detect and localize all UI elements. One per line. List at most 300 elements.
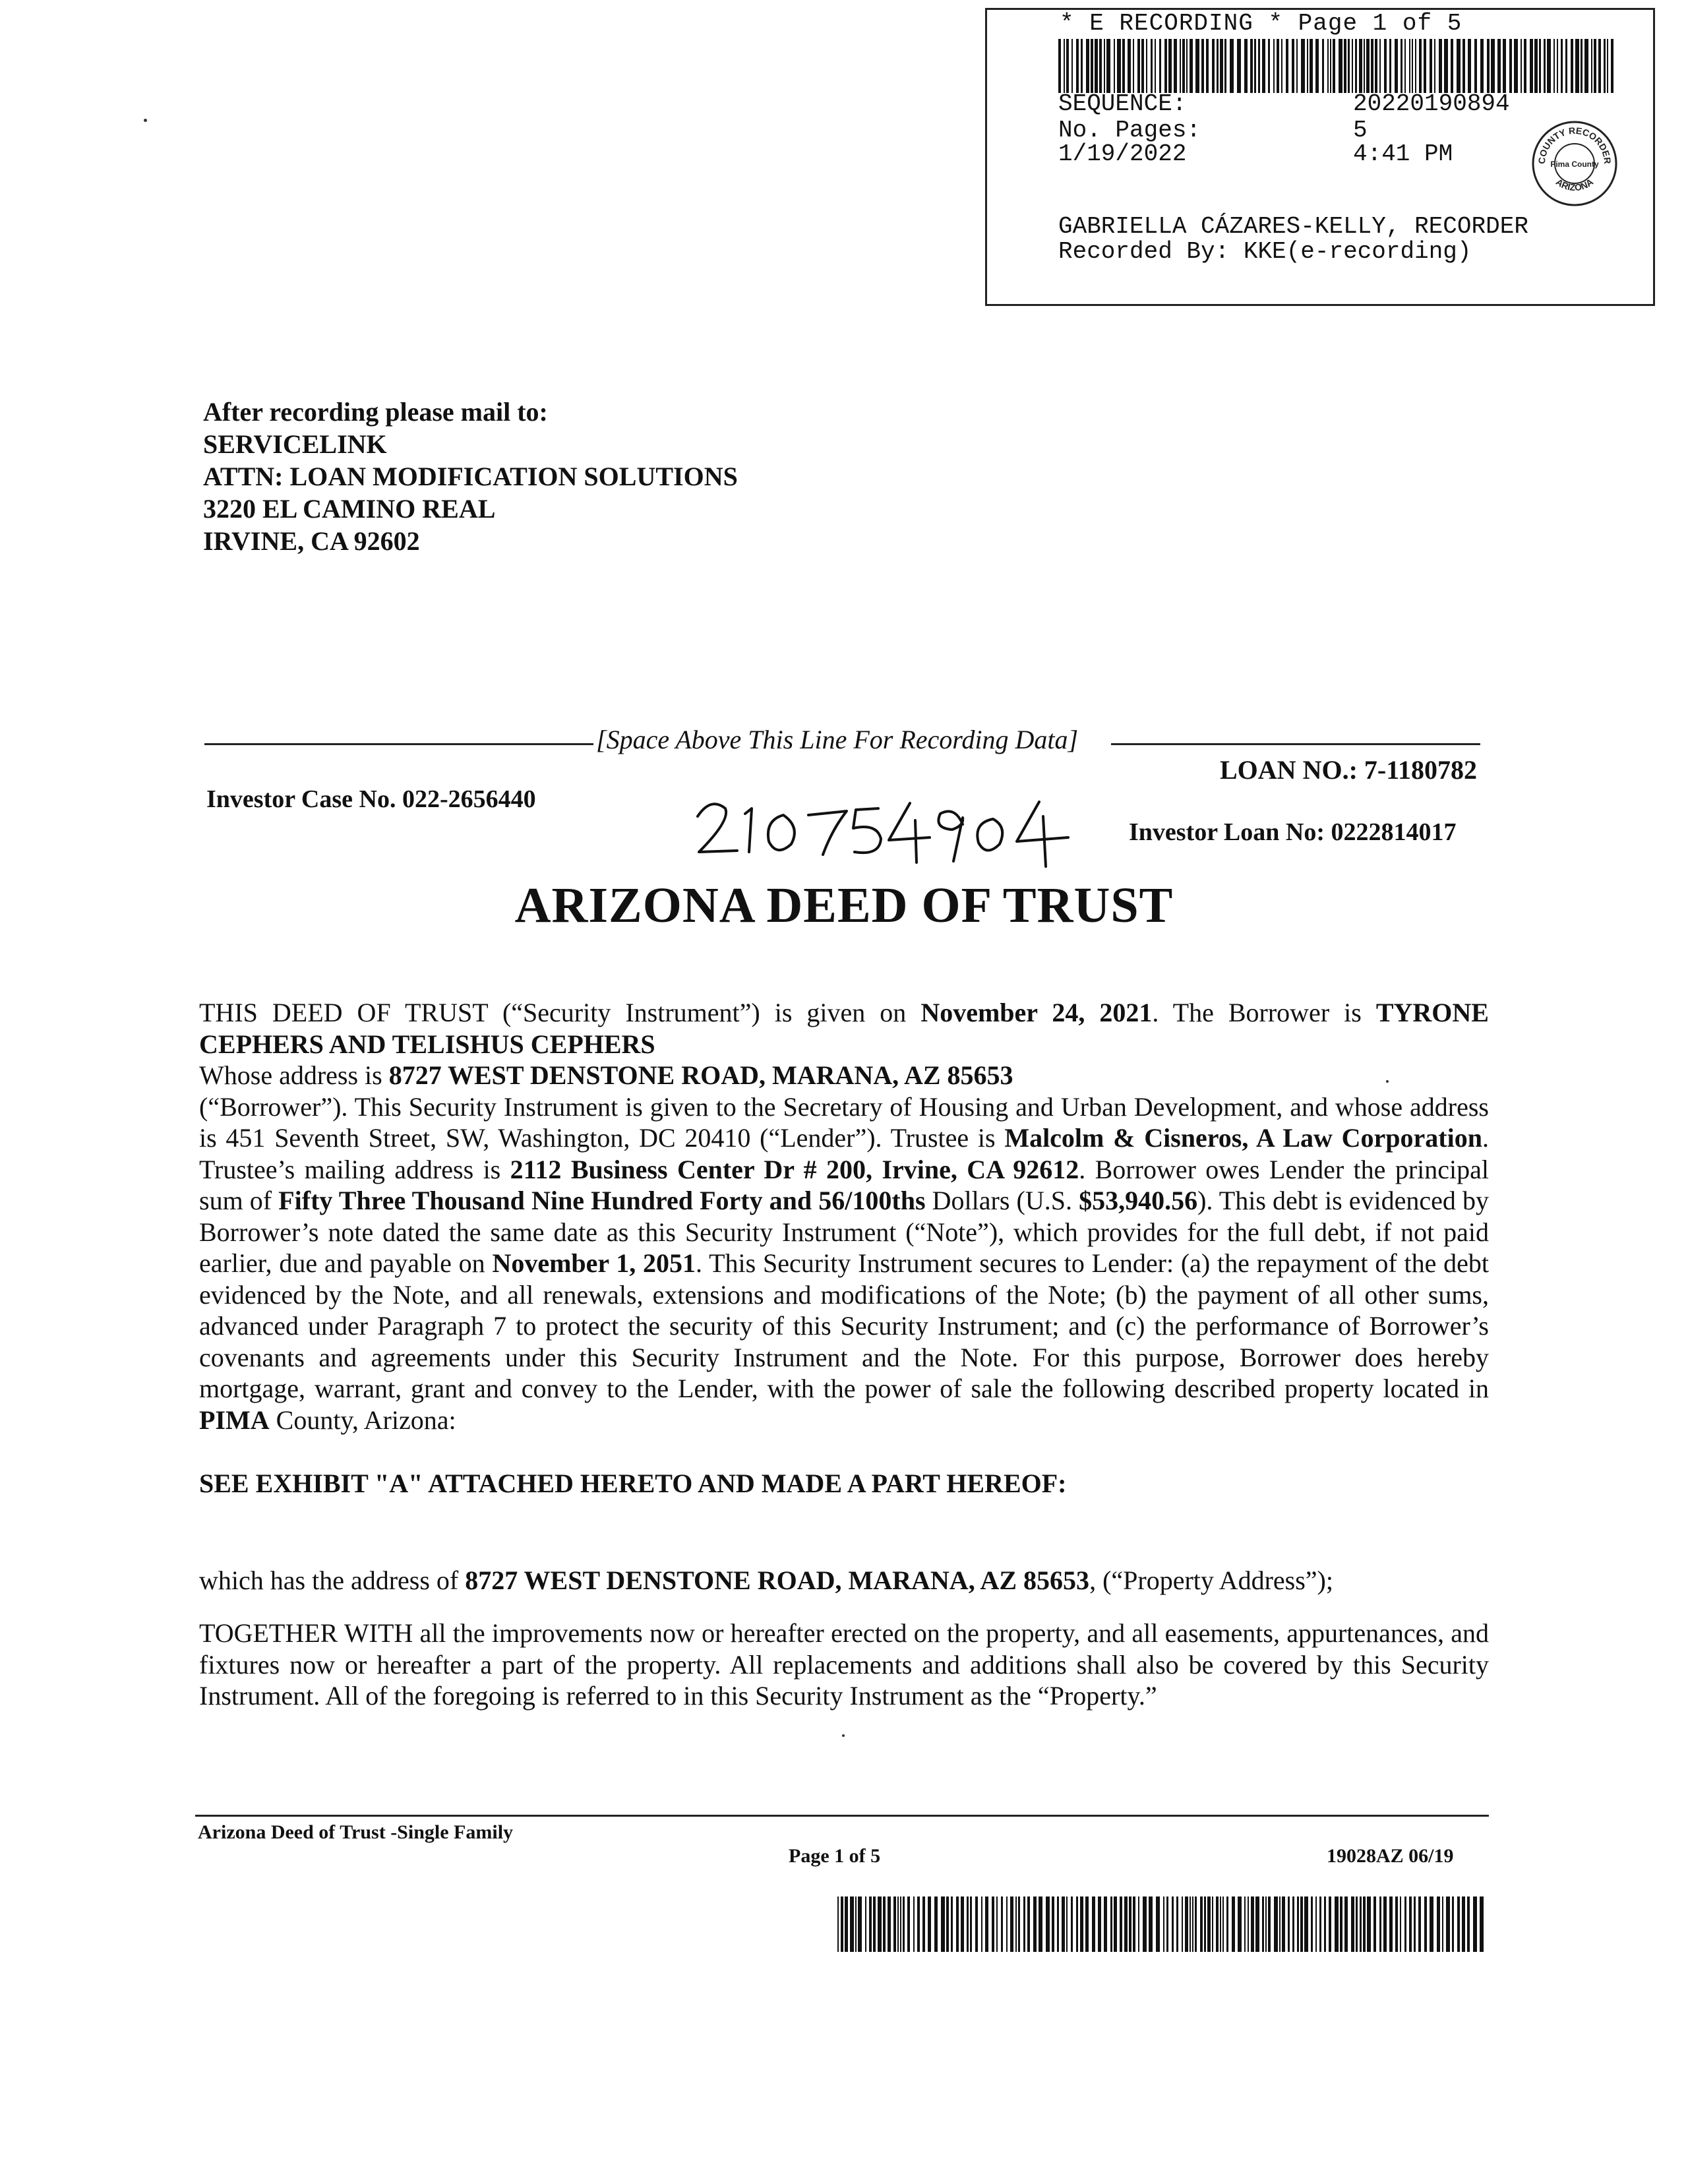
barcode-bar bbox=[1226, 1896, 1228, 1952]
barcode-bar bbox=[1273, 39, 1275, 93]
barcode-bar bbox=[1262, 1896, 1264, 1952]
barcode-bar bbox=[1212, 39, 1215, 93]
barcode-bar bbox=[1098, 1896, 1101, 1952]
barcode-bar bbox=[1319, 1896, 1321, 1952]
barcode-bar bbox=[1220, 1896, 1221, 1952]
trustee-name: Malcolm & Cisneros, A Law Corporation bbox=[1004, 1123, 1482, 1153]
barcode-bar bbox=[1110, 1896, 1112, 1952]
barcode-bar bbox=[1195, 1896, 1197, 1952]
barcode-bar bbox=[1143, 1896, 1147, 1952]
barcode-bar bbox=[1327, 39, 1329, 93]
barcode-bar bbox=[1424, 39, 1426, 93]
barcode-bar bbox=[1232, 1896, 1235, 1952]
barcode-bar bbox=[1534, 39, 1538, 93]
barcode-bar bbox=[1373, 1896, 1376, 1952]
barcode-bar bbox=[1076, 1896, 1078, 1952]
barcode-bar bbox=[1514, 39, 1518, 93]
barcode-bar bbox=[1359, 39, 1362, 93]
barcode-bar bbox=[1151, 39, 1153, 93]
barcode-bar bbox=[1230, 39, 1234, 93]
p1-text: Whose address is bbox=[199, 1060, 389, 1090]
p1-text: (“Borrower”). This Security Instrument is given to the Secretary of Housing and Urban Development, and whose address is 451 Seventh Street, SW, Washington, DC 20410 (“Lender”). Trustee is bbox=[199, 1091, 1489, 1153]
barcode-bar bbox=[1300, 1896, 1303, 1952]
barcode-bar bbox=[1206, 39, 1209, 93]
mail-line-1: After recording please mail to: bbox=[203, 397, 548, 427]
barcode-bar bbox=[1185, 1896, 1188, 1952]
barcode-bar bbox=[1156, 1896, 1160, 1952]
barcode-bar bbox=[1128, 39, 1131, 93]
scan-speck bbox=[144, 119, 147, 122]
barcode-bar bbox=[1066, 39, 1069, 93]
barcode-bar bbox=[992, 1896, 994, 1952]
pages-label: No. Pages: bbox=[1058, 117, 1201, 144]
barcode-bar bbox=[1330, 39, 1331, 93]
barcode-bar bbox=[1176, 1896, 1178, 1952]
barcode-bar bbox=[1095, 39, 1098, 93]
barcode-bar bbox=[1122, 39, 1125, 93]
barcode-bar bbox=[975, 1896, 978, 1952]
barcode-bar bbox=[1584, 39, 1588, 93]
barcode-bar bbox=[1446, 1896, 1450, 1952]
barcode-bar bbox=[1015, 1896, 1017, 1952]
recording-space-rule-right bbox=[1111, 743, 1480, 745]
barcode-bar bbox=[1201, 39, 1204, 93]
barcode-bar bbox=[1033, 1896, 1037, 1952]
form-code: 19028AZ 06/19 bbox=[1327, 1845, 1454, 1867]
barcode-bar bbox=[1046, 1896, 1050, 1952]
barcode-bar bbox=[1360, 1896, 1362, 1952]
barcode-bar bbox=[970, 1896, 972, 1952]
barcode-bar bbox=[1085, 1896, 1089, 1952]
barcode-bar bbox=[1071, 39, 1073, 93]
mail-line-2: SERVICELINK bbox=[203, 429, 387, 459]
barcode-bar bbox=[1442, 1896, 1443, 1952]
barcode-bar bbox=[1039, 1896, 1042, 1952]
barcode-bar bbox=[1557, 39, 1558, 93]
barcode-bar bbox=[951, 1896, 953, 1952]
barcode-bar bbox=[1575, 39, 1579, 93]
barcode-bar bbox=[1268, 1896, 1271, 1952]
barcode-bar bbox=[1480, 39, 1484, 93]
barcode-bar bbox=[1565, 39, 1567, 93]
pages-value: 5 bbox=[1353, 117, 1368, 144]
footer-barcode bbox=[837, 1896, 1484, 1952]
barcode-bar bbox=[1114, 39, 1115, 93]
barcode-bar bbox=[1091, 39, 1093, 93]
barcode-bar bbox=[1509, 39, 1512, 93]
barcode-bar bbox=[1238, 1896, 1242, 1952]
barcode-bar bbox=[1571, 39, 1573, 93]
barcode-bar bbox=[873, 1896, 876, 1952]
borrower-names: TYRONE CEPHERS AND TELISHUS CEPHERS bbox=[199, 998, 1489, 1059]
barcode-bar bbox=[1521, 39, 1522, 93]
barcode-bar bbox=[1355, 39, 1357, 93]
barcode-bar bbox=[1080, 1896, 1083, 1952]
barcode-bar bbox=[897, 1896, 899, 1952]
barcode-bar bbox=[1553, 39, 1555, 93]
barcode-bar bbox=[1401, 39, 1402, 93]
barcode-bar bbox=[837, 1896, 839, 1952]
barcode-bar bbox=[1274, 1896, 1278, 1952]
barcode-bar bbox=[1598, 39, 1601, 93]
barcode-bar bbox=[1248, 1896, 1249, 1952]
barcode-bar bbox=[1419, 39, 1422, 93]
barcode-bar bbox=[1467, 1896, 1470, 1952]
barcode-bar bbox=[1244, 39, 1248, 93]
barcode-bar bbox=[883, 1896, 886, 1952]
recording-space-label: [Space Above This Line For Recording Data] bbox=[596, 725, 1079, 754]
barcode-bar bbox=[1418, 1896, 1421, 1952]
barcode-bar bbox=[1104, 39, 1105, 93]
barcode-bar bbox=[1282, 1896, 1285, 1952]
barcode-bar bbox=[1086, 39, 1089, 93]
barcode-bar bbox=[1395, 1896, 1398, 1952]
borrower-address: 8727 WEST DENSTONE ROAD, MARANA, AZ 85653 bbox=[388, 1060, 1013, 1090]
barcode-bar bbox=[1539, 39, 1541, 93]
barcode-bar bbox=[1133, 39, 1134, 93]
barcode-bar bbox=[1594, 39, 1596, 93]
barcode-bar bbox=[1375, 39, 1377, 93]
barcode-bar bbox=[981, 1896, 982, 1952]
barcode-bar bbox=[1190, 1896, 1191, 1952]
barcode-bar bbox=[1058, 39, 1061, 93]
barcode-bar bbox=[1434, 39, 1435, 93]
barcode-bar bbox=[1010, 1896, 1013, 1952]
exhibit-reference: SEE EXHIBIT "A" ATTACHED HERETO AND MADE A PART HEREOF: bbox=[199, 1469, 1067, 1498]
barcode-bar bbox=[1315, 1896, 1317, 1952]
barcode-bar bbox=[1099, 39, 1102, 93]
barcode-bar bbox=[1182, 39, 1185, 93]
sequence-label: SEQUENCE: bbox=[1058, 90, 1187, 117]
barcode-bar bbox=[1204, 1896, 1206, 1952]
barcode-bar bbox=[1279, 1896, 1281, 1952]
barcode-bar bbox=[1604, 39, 1606, 93]
barcode-bar bbox=[985, 1896, 988, 1952]
barcode-bar bbox=[1315, 39, 1319, 93]
barcode-bar bbox=[888, 1896, 891, 1952]
barcode-bar bbox=[1133, 1896, 1135, 1952]
barcode-bar bbox=[1222, 1896, 1224, 1952]
barcode-bar bbox=[1258, 39, 1260, 93]
barcode-bar bbox=[1329, 1896, 1331, 1952]
barcode-bar bbox=[1212, 1896, 1213, 1952]
mail-line-4: 3220 EL CAMINO REAL bbox=[203, 494, 496, 524]
barcode-bar bbox=[878, 1896, 882, 1952]
barcode-bar bbox=[1066, 1896, 1068, 1952]
scan-speck bbox=[1386, 1080, 1389, 1083]
barcode-bar bbox=[1018, 1896, 1020, 1952]
barcode-bar bbox=[1591, 39, 1592, 93]
barcode-bar bbox=[1159, 39, 1161, 93]
barcode-bar bbox=[956, 1896, 959, 1952]
barcode-bar bbox=[967, 1896, 969, 1952]
barcode-bar bbox=[1389, 39, 1391, 93]
barcode-bar bbox=[1304, 1896, 1308, 1952]
p1-text: THIS DEED OF TRUST (“Security Instrument”) is given on bbox=[199, 998, 921, 1027]
barcode-bar bbox=[1395, 39, 1398, 93]
sequence-value: 20220190894 bbox=[1353, 90, 1510, 117]
barcode-bar bbox=[1351, 1896, 1354, 1952]
footer-rule bbox=[195, 1815, 1489, 1817]
barcode-bar bbox=[913, 1896, 915, 1952]
barcode-bar bbox=[907, 1896, 910, 1952]
investor-case-number: Investor Case No. 022-2656440 bbox=[206, 785, 536, 813]
barcode-bar bbox=[934, 1896, 938, 1952]
p1-text: . The Borrower is bbox=[1152, 998, 1376, 1027]
barcode-bar bbox=[1310, 39, 1313, 93]
barcode-bar bbox=[1412, 39, 1413, 93]
barcode-bar bbox=[1607, 39, 1608, 93]
seal-top-text: COUNTY RECORDER bbox=[1536, 125, 1613, 165]
handwritten-number bbox=[691, 789, 1087, 868]
barcode-bar bbox=[1462, 39, 1465, 93]
barcode-bar bbox=[1348, 39, 1350, 93]
barcode-bar bbox=[1217, 39, 1219, 93]
barcode-bar bbox=[1006, 1896, 1008, 1952]
barcode-bar bbox=[917, 1896, 920, 1952]
p1-text: . This Security Instrument secures to Lender: (a) the repayment of the debt evidenced by the Note, and all renewals, extensions and modifications of the Note; (b) the payment of all other sums, advanced under Paragraph 7 to protect the security of this Security Instrument; and (c) the performance of Borrower’s covenants and agreements under this Security Instrument and the Note. For this purpose, Borrower does hereby mortgage, warrant, grant and convey to the Lender, with the power of sale the following described property located in bbox=[199, 1248, 1489, 1403]
barcode-bar bbox=[1547, 39, 1551, 93]
barcode-bar bbox=[1265, 1896, 1267, 1952]
barcode-bar bbox=[1064, 39, 1065, 93]
barcode-bar bbox=[1262, 39, 1265, 93]
barcode-bar bbox=[1174, 39, 1177, 93]
p1-text: ). This debt is evidenced by Borrower’s note dated the same date as this Security Instrument (“Note”), which provides for the full debt, if not paid earlier, due and payable on bbox=[199, 1186, 1489, 1278]
barcode-bar bbox=[922, 1896, 925, 1952]
barcode-bar bbox=[1168, 39, 1172, 93]
barcode-bar bbox=[850, 1896, 854, 1952]
barcode-bar bbox=[1207, 1896, 1211, 1952]
mail-line-5: IRVINE, CA 92602 bbox=[203, 526, 420, 556]
barcode-bar bbox=[1106, 39, 1110, 93]
barcode-bar bbox=[1117, 39, 1121, 93]
barcode-bar bbox=[1544, 39, 1546, 93]
investor-loan-number: Investor Loan No: 0222814017 bbox=[1129, 818, 1457, 846]
barcode-bar bbox=[1344, 1896, 1348, 1952]
barcode-bar bbox=[1340, 1896, 1342, 1952]
barcode-bar bbox=[1138, 1896, 1139, 1952]
barcode-bar bbox=[1371, 39, 1373, 93]
barcode-bar bbox=[1366, 39, 1370, 93]
p2-text: , (“Property Address”); bbox=[1089, 1565, 1333, 1595]
barcode-bar bbox=[1186, 39, 1188, 93]
barcode-bar bbox=[1414, 1896, 1416, 1952]
barcode-bar bbox=[1164, 39, 1167, 93]
barcode-bar bbox=[1288, 1896, 1290, 1952]
barcode-bar bbox=[928, 1896, 931, 1952]
principal-sum-words: Fifty Three Thousand Nine Hundred Forty and 56/100ths bbox=[278, 1186, 926, 1215]
barcode-bar bbox=[1452, 1896, 1454, 1952]
barcode-bar bbox=[1497, 39, 1501, 93]
barcode-bar bbox=[1457, 1896, 1460, 1952]
p1-text: County, Arizona: bbox=[269, 1405, 456, 1435]
stamp-header: * E RECORDING * Page 1 of 5 bbox=[1060, 10, 1462, 37]
barcode-bar bbox=[1451, 39, 1453, 93]
property-address: 8727 WEST DENSTONE ROAD, MARANA, AZ 85653 bbox=[465, 1565, 1090, 1595]
barcode-bar bbox=[1379, 1896, 1381, 1952]
barcode-bar bbox=[1430, 39, 1432, 93]
barcode-bar bbox=[1237, 39, 1241, 93]
trustee-address: 2112 Business Center Dr # 200, Irvine, CA 92612 bbox=[510, 1154, 1079, 1184]
barcode-bar bbox=[1277, 39, 1279, 93]
barcode-bar bbox=[1023, 1896, 1025, 1952]
seal-bottom-text: ARIZONA bbox=[1553, 176, 1596, 193]
barcode-bar bbox=[1439, 39, 1442, 93]
barcode-bar bbox=[845, 1896, 848, 1952]
barcode-bar bbox=[1524, 39, 1526, 93]
barcode-bar bbox=[1430, 1896, 1433, 1952]
p1-text: . Trustee’s mailing address is bbox=[199, 1123, 1489, 1184]
loan-number: LOAN NO.: 7-1180782 bbox=[1220, 755, 1477, 785]
barcode-bar bbox=[858, 1896, 862, 1952]
barcode-bar bbox=[1027, 1896, 1030, 1952]
barcode-bar bbox=[1335, 1896, 1339, 1952]
barcode-bar bbox=[1251, 1896, 1254, 1952]
barcode-bar bbox=[1281, 39, 1282, 93]
barcode-bar bbox=[1409, 39, 1410, 93]
barcode-bar bbox=[1473, 1896, 1477, 1952]
barcode-bar bbox=[946, 1896, 949, 1952]
document-title: ARIZONA DEED OF TRUST bbox=[514, 878, 1174, 933]
barcode-bar bbox=[1364, 39, 1365, 93]
mailing-address-block bbox=[203, 396, 738, 557]
barcode-bar bbox=[1404, 39, 1406, 93]
barcode-bar bbox=[1250, 39, 1253, 93]
barcode-bar bbox=[1530, 39, 1533, 93]
property-address-paragraph bbox=[199, 1565, 1489, 1596]
barcode-bar bbox=[1286, 39, 1288, 93]
barcode-bar bbox=[900, 1896, 901, 1952]
barcode-bar bbox=[1104, 1896, 1107, 1952]
barcode-bar bbox=[1333, 39, 1335, 93]
deed-paragraph-1 bbox=[199, 997, 1489, 1436]
barcode-bar bbox=[1001, 1896, 1003, 1952]
seal-center-text: Pima County bbox=[1550, 160, 1599, 169]
barcode-bar bbox=[1352, 39, 1353, 93]
barcode-bar bbox=[1462, 1896, 1465, 1952]
barcode-bar bbox=[1339, 39, 1342, 93]
barcode-bar bbox=[1383, 1896, 1387, 1952]
barcode-bar bbox=[1180, 39, 1181, 93]
barcode-bar bbox=[1409, 1896, 1412, 1952]
barcode-bar bbox=[1092, 1896, 1095, 1952]
barcode-bar bbox=[1244, 1896, 1246, 1952]
barcode-bar bbox=[1268, 39, 1270, 93]
page-number: Page 1 of 5 bbox=[789, 1845, 881, 1867]
barcode-bar bbox=[1137, 39, 1140, 93]
barcode-bar bbox=[1182, 1896, 1183, 1952]
barcode-bar bbox=[1146, 39, 1147, 93]
barcode-bar bbox=[1503, 39, 1506, 93]
barcode-bar bbox=[1424, 1896, 1427, 1952]
barcode-bar bbox=[1457, 39, 1461, 93]
barcode-bar bbox=[841, 1896, 843, 1952]
barcode-bar bbox=[1611, 39, 1613, 93]
recorded-by: Recorded By: KKE(e-recording) bbox=[1058, 238, 1472, 265]
barcode-bar bbox=[1363, 1896, 1366, 1952]
barcode-bar bbox=[1404, 1896, 1406, 1952]
recording-time: 4:41 PM bbox=[1353, 140, 1453, 167]
barcode-bar bbox=[996, 1896, 998, 1952]
recording-stamp bbox=[985, 8, 1655, 306]
barcode-bar bbox=[1415, 39, 1416, 93]
barcode-bar bbox=[1192, 1896, 1193, 1952]
barcode-bar bbox=[1141, 39, 1144, 93]
barcode-bar bbox=[869, 1896, 872, 1952]
barcode-bar bbox=[1081, 39, 1083, 93]
barcode-bar bbox=[1561, 39, 1563, 93]
barcode-bar bbox=[1356, 1896, 1358, 1952]
county-recorder-seal bbox=[1530, 119, 1619, 208]
barcode-bar bbox=[1190, 39, 1193, 93]
recording-space-rule-left bbox=[204, 743, 593, 745]
maturity-date: November 1, 2051 bbox=[492, 1248, 696, 1278]
barcode-bar bbox=[1292, 39, 1294, 93]
barcode-bar bbox=[1480, 1896, 1484, 1952]
mail-line-3: ATTN: LOAN MODIFICATION SOLUTIONS bbox=[203, 462, 738, 491]
barcode-bar bbox=[865, 1896, 866, 1952]
together-with-paragraph: TOGETHER WITH all the improvements now or hereafter erected on the property, and all easements, appurtenances, and fixtures now or hereafter a part of the property. All replacements and additions shall also be covered by this Security Instrument. All of the foregoing is referred to in this Security Instrument as the “Property.” bbox=[199, 1618, 1489, 1711]
barcode-bar bbox=[1224, 39, 1226, 93]
barcode-bar bbox=[961, 1896, 964, 1952]
barcode-bar bbox=[1307, 39, 1308, 93]
principal-sum-amount: $53,940.56 bbox=[1079, 1186, 1198, 1215]
barcode-bar bbox=[1052, 1896, 1054, 1952]
barcode-bar bbox=[1487, 39, 1490, 93]
barcode-bar bbox=[1195, 39, 1199, 93]
stamp-barcode bbox=[1058, 39, 1616, 93]
barcode-bar bbox=[1389, 1896, 1393, 1952]
barcode-bar bbox=[1437, 1896, 1440, 1952]
barcode-bar bbox=[1400, 1896, 1401, 1952]
barcode-bar bbox=[1255, 1896, 1259, 1952]
barcode-bar bbox=[1311, 1896, 1313, 1952]
barcode-bar bbox=[1384, 39, 1387, 93]
p1-text: Dollars (U.S. bbox=[925, 1186, 1079, 1215]
barcode-bar bbox=[941, 1896, 945, 1952]
barcode-bar bbox=[1444, 39, 1448, 93]
barcode-bar bbox=[1155, 39, 1156, 93]
barcode-bar bbox=[1344, 39, 1346, 93]
barcode-bar bbox=[1172, 1896, 1174, 1952]
barcode-bar bbox=[1292, 1896, 1294, 1952]
barcode-bar bbox=[1254, 39, 1256, 93]
barcode-bar bbox=[1322, 39, 1324, 93]
barcode-bar bbox=[1474, 39, 1477, 93]
county-name: PIMA bbox=[199, 1405, 270, 1435]
barcode-bar bbox=[1163, 1896, 1164, 1952]
p2-text: which has the address of bbox=[199, 1565, 466, 1595]
barcode-bar bbox=[1220, 39, 1223, 93]
barcode-bar bbox=[893, 1896, 896, 1952]
deed-date: November 24, 2021 bbox=[920, 998, 1153, 1027]
barcode-bar bbox=[1200, 1896, 1203, 1952]
barcode-bar bbox=[1379, 39, 1381, 93]
barcode-bar bbox=[1296, 39, 1298, 93]
svg-text:ARIZONA bbox=[1554, 176, 1595, 193]
barcode-bar bbox=[1120, 1896, 1122, 1952]
scan-speck bbox=[842, 1734, 845, 1737]
barcode-bar bbox=[1367, 1896, 1371, 1952]
barcode-bar bbox=[1062, 1896, 1065, 1952]
barcode-bar bbox=[1468, 39, 1471, 93]
barcode-bar bbox=[1076, 39, 1079, 93]
barcode-bar bbox=[1491, 39, 1495, 93]
barcode-bar bbox=[1057, 1896, 1059, 1952]
barcode-bar bbox=[1114, 1896, 1117, 1952]
barcode-bar bbox=[1149, 1896, 1153, 1952]
p1-text: . Borrower owes Lender the principal sum of bbox=[199, 1154, 1489, 1215]
